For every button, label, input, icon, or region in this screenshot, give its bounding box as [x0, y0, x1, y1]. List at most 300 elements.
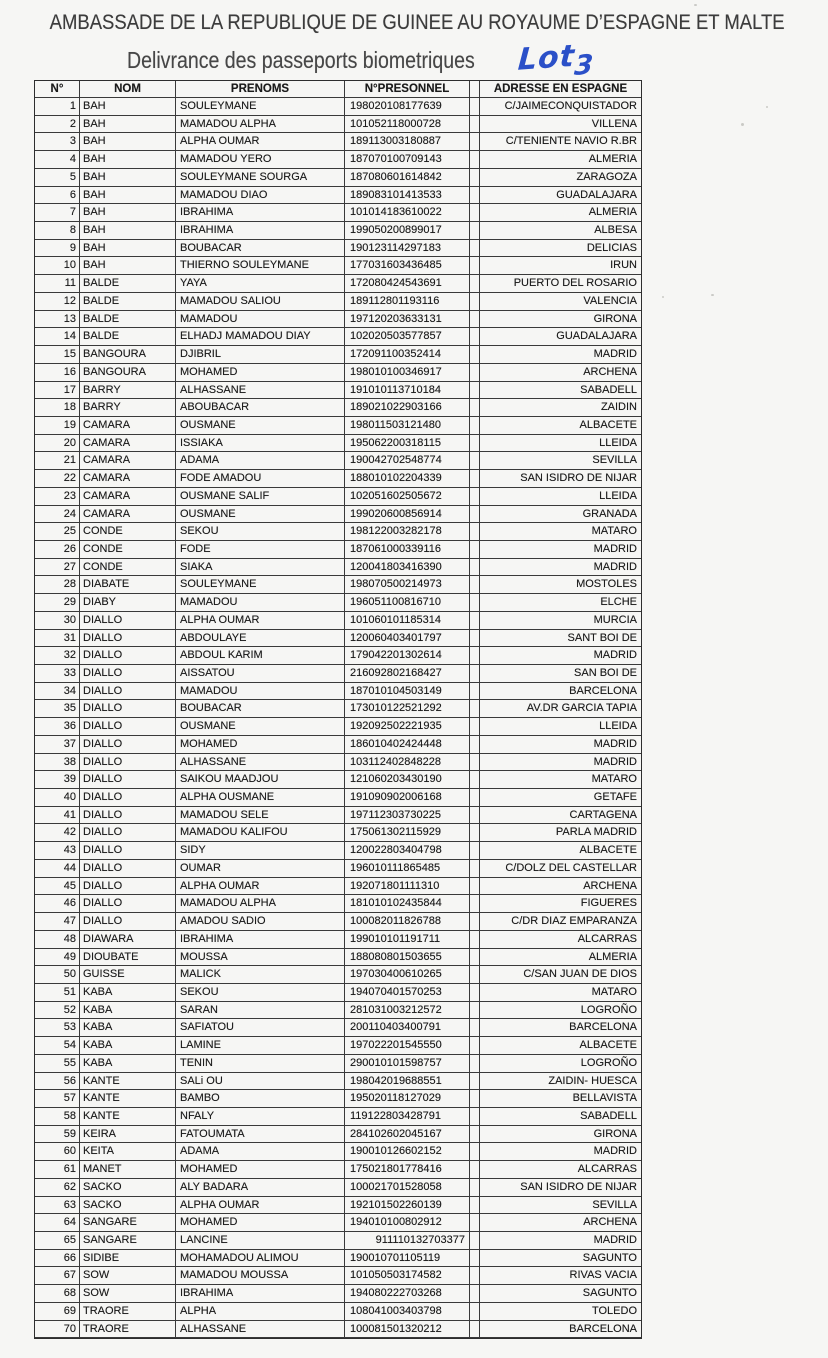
cell-prenoms: BOUBACAR: [176, 240, 345, 258]
cell-nom: SIDIBE: [80, 1250, 176, 1268]
cell-spacer: [470, 133, 480, 151]
cell-adresse: ALCARRAS: [480, 931, 641, 949]
cell-adresse: FIGUERES: [480, 895, 641, 913]
cell-prenoms: THIERNO SOULEYMANE: [176, 257, 345, 275]
cell-presonnel: 290010101598757: [345, 1055, 470, 1073]
cell-prenoms: ABDOULAYE: [176, 630, 345, 648]
cell-adresse: GRANADA: [480, 506, 641, 524]
cell-spacer: [470, 789, 480, 807]
cell-adresse: ALMERIA: [480, 151, 641, 169]
cell-presonnel: 121060203430190: [345, 771, 470, 789]
cell-presonnel: 194070401570253: [345, 984, 470, 1002]
cell-spacer: [470, 1197, 480, 1215]
cell-prenoms: OUSMANE: [176, 417, 345, 435]
cell-prenoms: LANCINE: [176, 1232, 345, 1250]
cell-number: 7: [35, 204, 80, 222]
cell-nom: CAMARA: [80, 470, 176, 488]
column-header-presonnel: N°PRESONNEL: [345, 81, 470, 98]
cell-spacer: [470, 807, 480, 825]
cell-presonnel: 192101502260139: [345, 1197, 470, 1215]
cell-number: 17: [35, 382, 80, 400]
cell-number: 22: [35, 470, 80, 488]
cell-number: 48: [35, 931, 80, 949]
cell-adresse: SAGUNTO: [480, 1250, 641, 1268]
cell-adresse: C/DOLZ DEL CASTELLAR: [480, 860, 641, 878]
cell-presonnel: 198122003282178: [345, 523, 470, 541]
cell-spacer: [470, 966, 480, 984]
cell-adresse: ARCHENA: [480, 364, 641, 382]
cell-presonnel: 187061000339116: [345, 541, 470, 559]
cell-nom: CAMARA: [80, 506, 176, 524]
cell-spacer: [470, 842, 480, 860]
cell-prenoms: ALPHA OUMAR: [176, 1197, 345, 1215]
cell-presonnel: 281031003212572: [345, 1002, 470, 1020]
cell-presonnel: 102020503577857: [345, 328, 470, 346]
cell-spacer: [470, 204, 480, 222]
cell-nom: MANET: [80, 1161, 176, 1179]
column-header-n: N°: [35, 81, 80, 98]
cell-presonnel: 189021022903166: [345, 399, 470, 417]
cell-spacer: [470, 506, 480, 524]
cell-number: 31: [35, 630, 80, 648]
cell-number: 47: [35, 913, 80, 931]
cell-number: 64: [35, 1214, 80, 1232]
cell-prenoms: TENIN: [176, 1055, 345, 1073]
cell-adresse: SAN BOI DE: [480, 665, 641, 683]
cell-number: 58: [35, 1108, 80, 1126]
cell-nom: BAH: [80, 204, 176, 222]
cell-spacer: [470, 470, 480, 488]
cell-prenoms: ABOUBACAR: [176, 399, 345, 417]
cell-nom: DIALLO: [80, 683, 176, 701]
cell-prenoms: MAMADOU SALIOU: [176, 293, 345, 311]
document-title: AMBASSADE DE LA REPUBLIQUE DE GUINEE AU ROYAUME D’ESPAGNE ET MALTE: [49, 11, 785, 34]
cell-prenoms: IBRAHIMA: [176, 1285, 345, 1303]
cell-nom: BAH: [80, 169, 176, 187]
cell-presonnel: 101060101185314: [345, 612, 470, 630]
cell-nom: DIALLO: [80, 771, 176, 789]
cell-nom: KEIRA: [80, 1126, 176, 1144]
cell-presonnel: 100021701528058: [345, 1179, 470, 1197]
cell-prenoms: ADAMA: [176, 1143, 345, 1161]
header-spacer: [470, 81, 480, 98]
cell-nom: GUISSE: [80, 966, 176, 984]
cell-adresse: ALCARRAS: [480, 1161, 641, 1179]
cell-presonnel: 100081501320212: [345, 1321, 470, 1339]
cell-nom: DIALLO: [80, 612, 176, 630]
cell-spacer: [470, 1285, 480, 1303]
cell-spacer: [470, 949, 480, 967]
cell-nom: BALDE: [80, 328, 176, 346]
cell-spacer: [470, 116, 480, 134]
cell-prenoms: AMADOU SADIO: [176, 913, 345, 931]
cell-presonnel: 189083101413533: [345, 187, 470, 205]
cell-nom: BAH: [80, 116, 176, 134]
cell-prenoms: MOHAMED: [176, 1161, 345, 1179]
cell-prenoms: MALICK: [176, 966, 345, 984]
cell-adresse: SEVILLA: [480, 452, 641, 470]
cell-nom: SANGARE: [80, 1214, 176, 1232]
cell-adresse: GIRONA: [480, 1126, 641, 1144]
cell-prenoms: IBRAHIMA: [176, 222, 345, 240]
cell-number: 67: [35, 1267, 80, 1285]
cell-prenoms: MAMADOU: [176, 594, 345, 612]
cell-adresse: MATARO: [480, 771, 641, 789]
cell-prenoms: SEKOU: [176, 984, 345, 1002]
cell-adresse: SEVILLA: [480, 1197, 641, 1215]
cell-prenoms: ALHASSANE: [176, 1321, 345, 1339]
cell-nom: DIALLO: [80, 824, 176, 842]
cell-presonnel: 197112303730225: [345, 807, 470, 825]
cell-spacer: [470, 1267, 480, 1285]
cell-prenoms: ALPHA OUSMANE: [176, 789, 345, 807]
cell-nom: SOW: [80, 1285, 176, 1303]
cell-adresse: ARCHENA: [480, 878, 641, 896]
cell-presonnel: 181010102435844: [345, 895, 470, 913]
cell-nom: DIALLO: [80, 895, 176, 913]
cell-adresse: LOGROÑO: [480, 1002, 641, 1020]
cell-adresse: ELCHE: [480, 594, 641, 612]
cell-number: 37: [35, 736, 80, 754]
cell-spacer: [470, 541, 480, 559]
cell-number: 26: [35, 541, 80, 559]
cell-number: 52: [35, 1002, 80, 1020]
cell-number: 3: [35, 133, 80, 151]
cell-number: 63: [35, 1197, 80, 1215]
cell-prenoms: MOHAMED: [176, 364, 345, 382]
cell-presonnel: 172080424543691: [345, 275, 470, 293]
cell-presonnel: 188080801503655: [345, 949, 470, 967]
cell-number: 2: [35, 116, 80, 134]
cell-number: 1: [35, 98, 80, 116]
cell-spacer: [470, 275, 480, 293]
cell-adresse: MADRID: [480, 736, 641, 754]
cell-presonnel: 192071801111310: [345, 878, 470, 896]
cell-number: 14: [35, 328, 80, 346]
cell-adresse: MADRID: [480, 647, 641, 665]
cell-adresse: SAGUNTO: [480, 1285, 641, 1303]
cell-prenoms: MOUSSA: [176, 949, 345, 967]
cell-spacer: [470, 736, 480, 754]
cell-presonnel: 187080601614842: [345, 169, 470, 187]
cell-adresse: ALBACETE: [480, 417, 641, 435]
cell-number: 68: [35, 1285, 80, 1303]
cell-prenoms: ALPHA OUMAR: [176, 133, 345, 151]
cell-prenoms: DJIBRIL: [176, 346, 345, 364]
cell-nom: DIALLO: [80, 718, 176, 736]
cell-nom: DIALLO: [80, 700, 176, 718]
cell-prenoms: OUSMANE: [176, 506, 345, 524]
cell-number: 43: [35, 842, 80, 860]
scan-speck: [711, 294, 714, 296]
cell-prenoms: MAMADOU ALPHA: [176, 116, 345, 134]
cell-nom: DIALLO: [80, 807, 176, 825]
cell-adresse: LOGROÑO: [480, 1055, 641, 1073]
cell-adresse: ZARAGOZA: [480, 169, 641, 187]
cell-adresse: SABADELL: [480, 382, 641, 400]
column-header-nom: NOM: [80, 81, 176, 98]
cell-adresse: MURCIA: [480, 612, 641, 630]
cell-nom: KEITA: [80, 1143, 176, 1161]
cell-prenoms: BOUBACAR: [176, 700, 345, 718]
cell-adresse: CARTAGENA: [480, 807, 641, 825]
cell-nom: BARRY: [80, 399, 176, 417]
cell-nom: BAH: [80, 187, 176, 205]
cell-presonnel: 191090902006168: [345, 789, 470, 807]
cell-number: 9: [35, 240, 80, 258]
cell-number: 30: [35, 612, 80, 630]
cell-adresse: C/TENIENTE NAVIO R.BR: [480, 133, 641, 151]
cell-number: 56: [35, 1073, 80, 1091]
cell-nom: BALDE: [80, 293, 176, 311]
cell-spacer: [470, 1214, 480, 1232]
cell-spacer: [470, 488, 480, 506]
cell-prenoms: SALi OU: [176, 1073, 345, 1091]
cell-prenoms: ALPHA OUMAR: [176, 878, 345, 896]
cell-nom: BARRY: [80, 382, 176, 400]
cell-nom: DIALLO: [80, 842, 176, 860]
cell-nom: DIAWARA: [80, 931, 176, 949]
cell-presonnel: 199020600856914: [345, 506, 470, 524]
cell-prenoms: SARAN: [176, 1002, 345, 1020]
cell-presonnel: 175061302115929: [345, 824, 470, 842]
cell-presonnel: 187010104503149: [345, 683, 470, 701]
cell-number: 57: [35, 1090, 80, 1108]
cell-prenoms: OUMAR: [176, 860, 345, 878]
cell-spacer: [470, 700, 480, 718]
cell-prenoms: IBRAHIMA: [176, 204, 345, 222]
cell-number: 42: [35, 824, 80, 842]
cell-spacer: [470, 187, 480, 205]
cell-number: 38: [35, 754, 80, 772]
cell-adresse: LLEIDA: [480, 718, 641, 736]
cell-prenoms: MAMADOU: [176, 311, 345, 329]
column-header-prenoms: PRENOMS: [176, 81, 345, 98]
cell-spacer: [470, 240, 480, 258]
cell-presonnel: 200110403400791: [345, 1019, 470, 1037]
cell-number: 44: [35, 860, 80, 878]
cell-number: 59: [35, 1126, 80, 1144]
cell-number: 20: [35, 435, 80, 453]
cell-nom: SOW: [80, 1267, 176, 1285]
cell-presonnel: 194080222703268: [345, 1285, 470, 1303]
cell-number: 70: [35, 1321, 80, 1339]
cell-number: 65: [35, 1232, 80, 1250]
cell-presonnel: 195020118127029: [345, 1090, 470, 1108]
column-header-adresse: ADRESSE EN ESPAGNE: [480, 81, 641, 98]
cell-presonnel: 189113003180887: [345, 133, 470, 151]
cell-presonnel: 199010101191711: [345, 931, 470, 949]
cell-number: 28: [35, 576, 80, 594]
cell-adresse: LLEIDA: [480, 488, 641, 506]
cell-number: 69: [35, 1303, 80, 1321]
cell-spacer: [470, 860, 480, 878]
cell-presonnel: 101050503174582: [345, 1267, 470, 1285]
cell-presonnel: 101052118000728: [345, 116, 470, 134]
cell-number: 13: [35, 311, 80, 329]
cell-spacer: [470, 594, 480, 612]
cell-presonnel: 175021801778416: [345, 1161, 470, 1179]
cell-spacer: [470, 1161, 480, 1179]
cell-adresse: C/SAN JUAN DE DIOS: [480, 966, 641, 984]
cell-spacer: [470, 1037, 480, 1055]
cell-adresse: AV.DR GARCIA TAPIA: [480, 700, 641, 718]
cell-adresse: MADRID: [480, 346, 641, 364]
cell-number: 16: [35, 364, 80, 382]
cell-spacer: [470, 222, 480, 240]
cell-nom: SACKO: [80, 1197, 176, 1215]
cell-adresse: C/DR DIAZ EMPARANZA: [480, 913, 641, 931]
cell-number: 33: [35, 665, 80, 683]
cell-number: 45: [35, 878, 80, 896]
cell-nom: DIABATE: [80, 576, 176, 594]
cell-presonnel: 197030400610265: [345, 966, 470, 984]
cell-spacer: [470, 718, 480, 736]
cell-adresse: ZAIDIN: [480, 399, 641, 417]
cell-number: 60: [35, 1143, 80, 1161]
cell-spacer: [470, 257, 480, 275]
cell-spacer: [470, 559, 480, 577]
cell-spacer: [470, 665, 480, 683]
cell-nom: BANGOURA: [80, 364, 176, 382]
cell-spacer: [470, 1055, 480, 1073]
cell-number: 8: [35, 222, 80, 240]
cell-spacer: [470, 523, 480, 541]
passport-table: [34, 80, 642, 1339]
cell-presonnel: 198042019688551: [345, 1073, 470, 1091]
cell-spacer: [470, 364, 480, 382]
cell-spacer: [470, 328, 480, 346]
cell-presonnel: 198010100346917: [345, 364, 470, 382]
cell-prenoms: BAMBO: [176, 1090, 345, 1108]
cell-presonnel: 197120203633131: [345, 311, 470, 329]
cell-spacer: [470, 399, 480, 417]
cell-adresse: PARLA MADRID: [480, 824, 641, 842]
cell-prenoms: YAYA: [176, 275, 345, 293]
cell-presonnel: 188010102204339: [345, 470, 470, 488]
cell-spacer: [470, 98, 480, 116]
cell-adresse: MOSTOLES: [480, 576, 641, 594]
cell-adresse: ALBESA: [480, 222, 641, 240]
cell-nom: CAMARA: [80, 452, 176, 470]
cell-nom: KANTE: [80, 1108, 176, 1126]
cell-presonnel: 186010402424448: [345, 736, 470, 754]
cell-presonnel: 187070100709143: [345, 151, 470, 169]
cell-presonnel: 196010111865485: [345, 860, 470, 878]
cell-number: 18: [35, 399, 80, 417]
cell-prenoms: SIAKA: [176, 559, 345, 577]
cell-presonnel: 177031603436485: [345, 257, 470, 275]
cell-presonnel: 198011503121480: [345, 417, 470, 435]
cell-number: 36: [35, 718, 80, 736]
cell-nom: BAH: [80, 133, 176, 151]
cell-spacer: [470, 878, 480, 896]
cell-presonnel: 190010126602152: [345, 1143, 470, 1161]
cell-prenoms: ALHASSANE: [176, 754, 345, 772]
cell-adresse: BARCELONA: [480, 1321, 641, 1339]
cell-nom: CAMARA: [80, 417, 176, 435]
cell-adresse: MATARO: [480, 984, 641, 1002]
cell-presonnel: 120041803416390: [345, 559, 470, 577]
cell-number: 11: [35, 275, 80, 293]
cell-adresse: GIRONA: [480, 311, 641, 329]
cell-spacer: [470, 824, 480, 842]
cell-adresse: SAN ISIDRO DE NIJAR: [480, 470, 641, 488]
cell-adresse: PUERTO DEL ROSARIO: [480, 275, 641, 293]
cell-spacer: [470, 612, 480, 630]
cell-spacer: [470, 417, 480, 435]
document-subtitle: Delivrance des passeports biometriques: [127, 47, 475, 73]
cell-nom: BAH: [80, 240, 176, 258]
cell-prenoms: ABDOUL KARIM: [176, 647, 345, 665]
cell-prenoms: ALPHA: [176, 1303, 345, 1321]
cell-nom: KABA: [80, 984, 176, 1002]
cell-adresse: GETAFE: [480, 789, 641, 807]
scan-speck: [766, 106, 768, 108]
cell-spacer: [470, 895, 480, 913]
cell-spacer: [470, 1143, 480, 1161]
cell-prenoms: MAMADOU KALIFOU: [176, 824, 345, 842]
cell-prenoms: NFALY: [176, 1108, 345, 1126]
scan-speck: [662, 296, 664, 298]
cell-number: 41: [35, 807, 80, 825]
cell-nom: BANGOURA: [80, 346, 176, 364]
cell-spacer: [470, 1002, 480, 1020]
cell-spacer: [470, 647, 480, 665]
cell-prenoms: MOHAMED: [176, 1214, 345, 1232]
cell-nom: SANGARE: [80, 1232, 176, 1250]
cell-spacer: [470, 1126, 480, 1144]
cell-adresse: BARCELONA: [480, 683, 641, 701]
cell-presonnel: 102051602505672: [345, 488, 470, 506]
cell-prenoms: FATOUMATA: [176, 1126, 345, 1144]
cell-number: 54: [35, 1037, 80, 1055]
cell-number: 51: [35, 984, 80, 1002]
cell-spacer: [470, 1019, 480, 1037]
cell-number: 23: [35, 488, 80, 506]
cell-number: 62: [35, 1179, 80, 1197]
cell-prenoms: FODE: [176, 541, 345, 559]
cell-spacer: [470, 771, 480, 789]
cell-adresse: BELLAVISTA: [480, 1090, 641, 1108]
cell-prenoms: OUSMANE: [176, 718, 345, 736]
cell-adresse: ARCHENA: [480, 1214, 641, 1232]
cell-nom: DIALLO: [80, 665, 176, 683]
cell-number: 53: [35, 1019, 80, 1037]
cell-prenoms: MAMADOU YERO: [176, 151, 345, 169]
cell-nom: CONDE: [80, 559, 176, 577]
cell-presonnel: 100082011826788: [345, 913, 470, 931]
cell-number: 6: [35, 187, 80, 205]
cell-presonnel: 197022201545550: [345, 1037, 470, 1055]
cell-presonnel: 192092502221935: [345, 718, 470, 736]
cell-nom: DIALLO: [80, 789, 176, 807]
cell-nom: TRAORE: [80, 1321, 176, 1339]
cell-presonnel: 216092802168427: [345, 665, 470, 683]
cell-prenoms: SOULEYMANE: [176, 98, 345, 116]
cell-presonnel: 198070500214973: [345, 576, 470, 594]
cell-nom: BALDE: [80, 311, 176, 329]
cell-adresse: SABADELL: [480, 1108, 641, 1126]
cell-prenoms: MAMADOU ALPHA: [176, 895, 345, 913]
cell-nom: CONDE: [80, 523, 176, 541]
cell-prenoms: SOULEYMANE: [176, 576, 345, 594]
cell-presonnel: 191010113710184: [345, 382, 470, 400]
cell-spacer: [470, 754, 480, 772]
cell-presonnel: 190123114297183: [345, 240, 470, 258]
cell-prenoms: SEKOU: [176, 523, 345, 541]
cell-presonnel: 172091100352414: [345, 346, 470, 364]
